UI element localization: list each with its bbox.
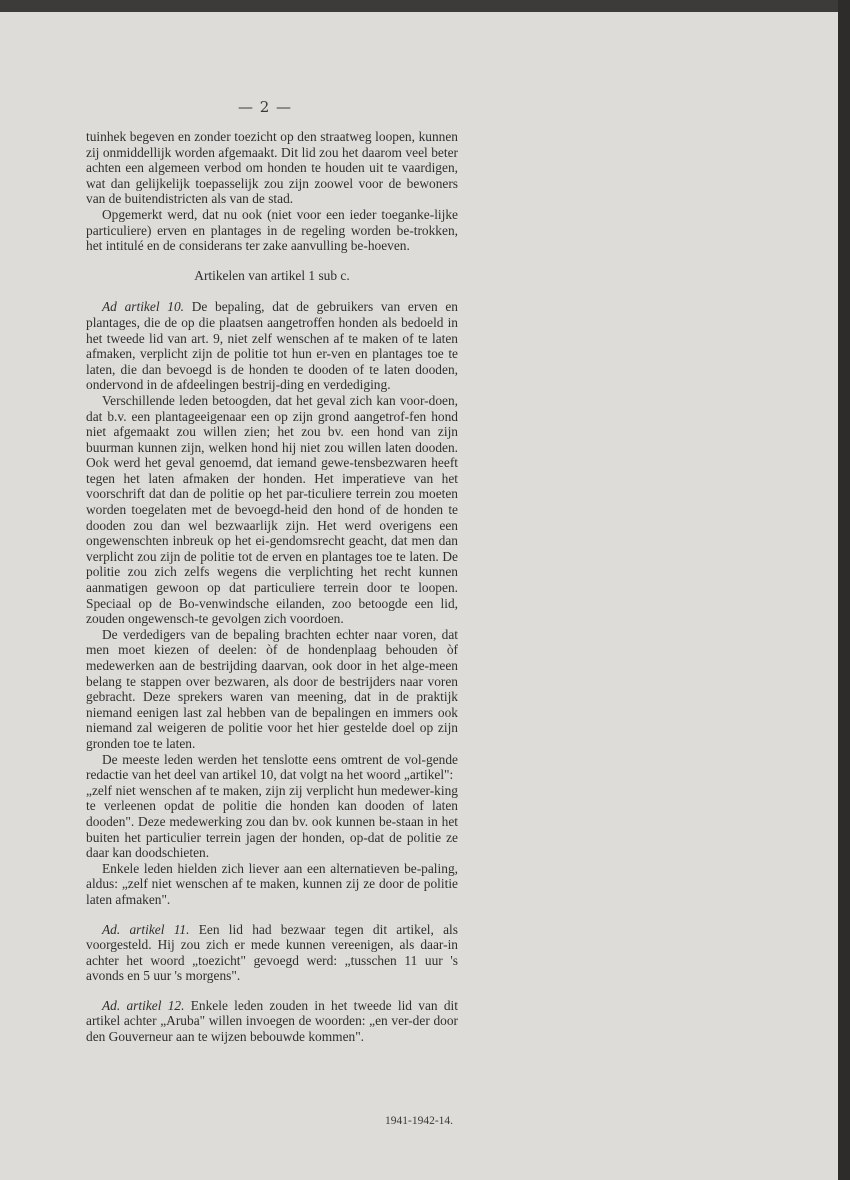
paragraph-text: Een lid had bezwaar tegen dit artikel, als voorgesteld. Hij zou zich er mede kunnen vereenigen, als daar-in achter het woord „toezicht" gevoegd werd: „tusschen 11 uur 's avonds en 5 uur 's morgens". xyxy=(86,921,458,984)
paragraph: Enkele leden hielden zich liever aan een alternatieven be-paling, aldus: „zelf niet wenschen af te maken, kunnen zij ze door de politie laten afmaken". xyxy=(86,860,458,907)
page-number: — 2 — xyxy=(237,98,293,116)
paragraph-art11 xyxy=(86,922,458,984)
article-label: Ad artikel 10. xyxy=(102,299,184,315)
paragraph-text: De bepaling, dat de gebruikers van erven en plantages, die de op die plaatsen aangetroffen honden als bedoeld in het tweede lid van art. 9, niet zelf wenschen af te maken of te laten afmaken, verplicht zijn de politie tot hun er-ven en plantages toe te laten, die dan bevoegd is de honden te dooden of te laten dooden, ondervond in de afdeelingen bestrij-ding en verdediging. xyxy=(86,299,459,393)
paragraph: Verschillende leden betoogden, dat het geval zich kan voor-doen, dat b.v. een plantageeigenaar een op zijn grond aangetrof-fen hond niet afgemaakt zou willen zien; het zou bv. een hond van zijn buurman kunnen zijn, welken hond hij niet zou willen laten dooden. Ook werd het geval genoemd, dat iemand gewe-tensbezwaren heeft tegen het laten afmaken der honden. Het imperatieve van het voorschrift dat dan de politie op het par-ticuliere terrein zou moeten worden toegelaten met de bevoegd-heid den hond of de honden te dooden zou dan wel bezwaarlijk zijn. Het werd overigens een ongewenschten inbreuk op het ei-gendomsrecht geacht, dat men dan verplicht zou zijn de politie tot de erven en plantages toe te laten. De politie zou zich zelfs wegens die verplichting het recht kunnen aanmatigen gewoon op dat particuliere terrein door te loopen. Speciaal op de Bo-venwindsche eilanden, zoo betoogde een lid, zouden ongewensch-te gevolgen zich voordoen. xyxy=(86,392,458,627)
article-label: Ad. artikel 11. xyxy=(102,921,190,937)
paragraph: tuinhek begeven en zonder toezicht op den straatweg loopen, kunnen zij onmiddellijk worden afgemaakt. Dit lid zou het daarom veel beter achten een algemeen verbod om honden te houden uit te vaardigen, wat dan gelijkelijk toepasselijk zou zijn zoowel voor de bewoners van de buitendistricten als van de stad. xyxy=(86,129,458,207)
paragraph: De verdedigers van de bepaling brachten echter naar voren, dat men moet kiezen of deelen: òf de hondenplaag behouden òf medewerken aan de bestrijding daarvan, ook door in het alge-meen belang te stappen over bezwaren, als door de bestrijders naar voren gebracht. Deze sprekers waren van meening, dat in de praktijk niemand eenigen last zal hebben van de bepalingen en immers ook niemand zal weigeren de politie voor het hier gestelde doel op zijn gronden toe te laten. xyxy=(86,626,458,751)
paragraph: Opgemerkt werd, dat nu ook (niet voor een ieder toeganke-lijke particuliere) erven en plantages in de regeling worden be-trokken, het intitulé en de considerans ter zake aanvulling be-hoeven. xyxy=(86,206,458,254)
paragraph-text: Enkele leden zouden in het tweede lid van dit artikel achter „Aruba" willen invoegen de woorden: „en ver-der door den Gouverneur aan te wijzen bebouwde kommen". xyxy=(86,997,458,1045)
quoted-paragraph: „zelf niet wenschen af te maken, zijn zij verplicht hun medewer-king te verleenen opdat de politie die honden kan dooden of laten dooden". Deze medewerking zou dan bv. ook kunnen be-staan in het buiten het particulier terrein jagen der honden, op-dat de politie ze daar kan doodschieten. xyxy=(86,782,458,861)
body-text xyxy=(86,129,458,1045)
section-heading: Artikelen van artikel 1 sub c. xyxy=(194,267,350,283)
paragraph-art12 xyxy=(86,998,458,1045)
paragraph: De meeste leden werden het tenslotte eens omtrent de vol-gende redactie van het deel van artikel 10, dat volgt na het woord „artikel": xyxy=(86,751,458,783)
document-page xyxy=(0,12,838,1180)
document-reference: 1941-1942-14. xyxy=(385,1115,454,1127)
scan-edge xyxy=(838,0,850,1180)
paragraph-art10 xyxy=(86,299,458,393)
article-label: Ad. artikel 12. xyxy=(102,997,185,1013)
